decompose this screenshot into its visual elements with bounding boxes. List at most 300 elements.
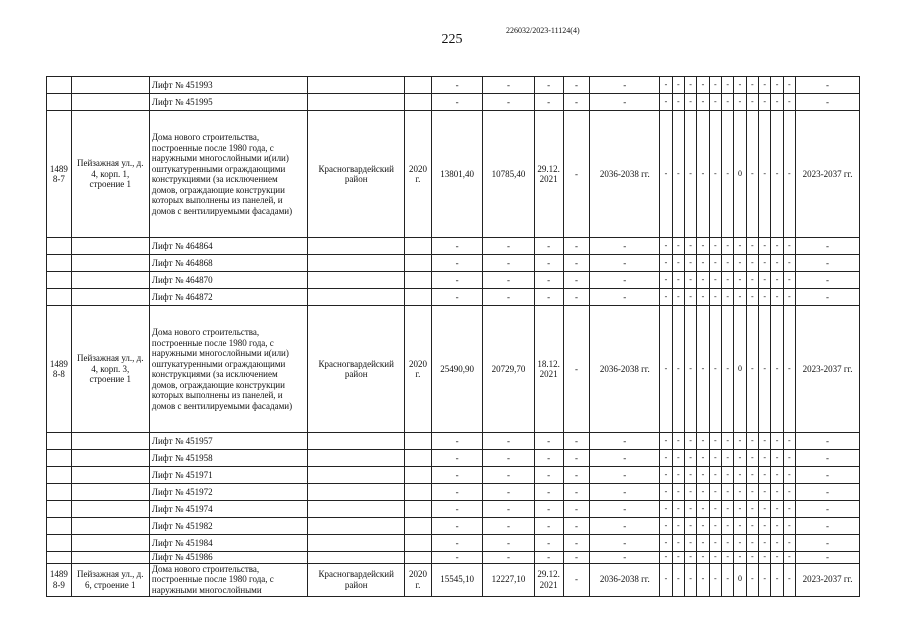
lift-small-value: - <box>697 518 709 535</box>
empty-cell <box>405 467 432 484</box>
empty-cell <box>308 94 405 111</box>
lift-value: - <box>563 433 590 450</box>
district: Красногвардейский район <box>308 306 405 433</box>
small-value: - <box>660 306 672 433</box>
small-value: - <box>684 563 696 596</box>
lift-small-value: - <box>746 518 758 535</box>
lift-row <box>47 238 860 255</box>
lift-row <box>47 255 860 272</box>
lift-small-value: - <box>734 94 746 111</box>
lift-name: Лифт № 451957 <box>149 433 307 450</box>
lift-final-value: - <box>796 94 860 111</box>
lift-value: - <box>534 467 563 484</box>
empty-cell <box>71 450 149 467</box>
lift-small-value: - <box>672 518 684 535</box>
program-period: 2023-2037 гг. <box>796 563 860 596</box>
lift-row <box>47 501 860 518</box>
small-value: - <box>709 306 721 433</box>
lift-value: - <box>590 535 660 552</box>
empty-cell <box>405 272 432 289</box>
lift-small-value: - <box>771 552 783 564</box>
lift-small-value: - <box>722 450 734 467</box>
page-number: 225 <box>441 32 463 47</box>
empty-cell <box>47 289 72 306</box>
lift-value: - <box>431 484 482 501</box>
empty-cell <box>308 450 405 467</box>
lift-small-value: - <box>709 467 721 484</box>
lift-small-value: - <box>759 238 771 255</box>
small-value: - <box>660 111 672 238</box>
lift-small-value: - <box>660 552 672 564</box>
lift-small-value: - <box>672 77 684 94</box>
lift-name: Лифт № 451986 <box>149 552 307 564</box>
lift-small-value: - <box>697 501 709 518</box>
lift-value: - <box>563 77 590 94</box>
lift-small-value: - <box>722 484 734 501</box>
empty-cell <box>71 484 149 501</box>
lift-value: - <box>563 272 590 289</box>
lift-small-value: - <box>746 501 758 518</box>
lift-small-value: - <box>709 552 721 564</box>
lift-row <box>47 94 860 111</box>
lift-value: - <box>534 289 563 306</box>
empty-cell <box>47 552 72 564</box>
register-table <box>46 76 860 597</box>
dash-value: - <box>563 111 590 238</box>
empty-cell <box>71 238 149 255</box>
empty-cell <box>47 238 72 255</box>
lift-row <box>47 552 860 564</box>
lift-name: Лифт № 451984 <box>149 535 307 552</box>
lift-small-value: - <box>684 272 696 289</box>
empty-cell <box>71 77 149 94</box>
lift-small-value: - <box>684 501 696 518</box>
lift-small-value: - <box>783 238 795 255</box>
lift-small-value: - <box>734 552 746 564</box>
lift-name: Лифт № 451974 <box>149 501 307 518</box>
small-value: - <box>672 111 684 238</box>
empty-cell <box>308 501 405 518</box>
small-value: 0 <box>734 563 746 596</box>
lift-small-value: - <box>759 535 771 552</box>
lift-small-value: - <box>746 94 758 111</box>
lift-small-value: - <box>783 552 795 564</box>
empty-cell <box>47 77 72 94</box>
lift-small-value: - <box>722 289 734 306</box>
lift-small-value: - <box>660 255 672 272</box>
lift-small-value: - <box>771 94 783 111</box>
lift-small-value: - <box>771 238 783 255</box>
lift-small-value: - <box>771 484 783 501</box>
lift-value: - <box>590 289 660 306</box>
lift-small-value: - <box>759 518 771 535</box>
empty-cell <box>405 94 432 111</box>
lift-small-value: - <box>722 501 734 518</box>
small-value: - <box>746 111 758 238</box>
repair-period: 2036-2038 гг. <box>590 306 660 433</box>
lift-name: Лифт № 451958 <box>149 450 307 467</box>
lift-value: - <box>431 255 482 272</box>
empty-cell <box>71 433 149 450</box>
lift-value: - <box>590 552 660 564</box>
lift-small-value: - <box>684 289 696 306</box>
lift-small-value: - <box>722 467 734 484</box>
lift-small-value: - <box>734 518 746 535</box>
lift-value: - <box>534 94 563 111</box>
lift-small-value: - <box>746 484 758 501</box>
lift-small-value: - <box>759 433 771 450</box>
lift-small-value: - <box>734 467 746 484</box>
lift-row <box>47 433 860 450</box>
lift-small-value: - <box>759 552 771 564</box>
lift-final-value: - <box>796 552 860 564</box>
lift-final-value: - <box>796 535 860 552</box>
lift-name: Лифт № 451993 <box>149 77 307 94</box>
lift-small-value: - <box>722 255 734 272</box>
lift-small-value: - <box>746 535 758 552</box>
house-address: Пейзажная ул., д. 4, корп. 1, строение 1 <box>71 111 149 238</box>
lift-small-value: - <box>709 77 721 94</box>
lift-small-value: - <box>783 289 795 306</box>
lift-small-value: - <box>684 94 696 111</box>
empty-cell <box>47 450 72 467</box>
lift-small-value: - <box>722 238 734 255</box>
lift-value: - <box>590 255 660 272</box>
empty-cell <box>405 433 432 450</box>
lift-value: - <box>563 255 590 272</box>
lift-value: - <box>431 433 482 450</box>
small-value: - <box>709 563 721 596</box>
empty-cell <box>47 467 72 484</box>
lift-small-value: - <box>759 501 771 518</box>
lift-small-value: - <box>783 255 795 272</box>
lift-value: - <box>534 450 563 467</box>
lift-small-value: - <box>722 552 734 564</box>
lift-small-value: - <box>672 450 684 467</box>
lift-value: - <box>563 450 590 467</box>
repair-period: 2036-2038 гг. <box>590 111 660 238</box>
lift-value: - <box>534 484 563 501</box>
lift-value: - <box>483 518 534 535</box>
house-row <box>47 306 860 433</box>
lift-small-value: - <box>660 433 672 450</box>
empty-cell <box>308 552 405 564</box>
empty-cell <box>405 255 432 272</box>
lift-small-value: - <box>709 518 721 535</box>
lift-small-value: - <box>684 450 696 467</box>
lift-small-value: - <box>672 467 684 484</box>
build-year: 2020 г. <box>405 563 432 596</box>
lift-small-value: - <box>684 484 696 501</box>
lift-value: - <box>563 535 590 552</box>
empty-cell <box>71 535 149 552</box>
lift-small-value: - <box>722 433 734 450</box>
empty-cell <box>308 77 405 94</box>
empty-cell <box>405 289 432 306</box>
lift-value: - <box>483 467 534 484</box>
lift-value: - <box>431 94 482 111</box>
lift-small-value: - <box>660 484 672 501</box>
small-value: - <box>771 563 783 596</box>
lift-small-value: - <box>734 433 746 450</box>
lift-final-value: - <box>796 77 860 94</box>
lift-small-value: - <box>722 272 734 289</box>
empty-cell <box>308 535 405 552</box>
lift-small-value: - <box>746 238 758 255</box>
lift-small-value: - <box>734 272 746 289</box>
lift-value: - <box>590 433 660 450</box>
lift-value: - <box>534 77 563 94</box>
build-year: 2020 г. <box>405 306 432 433</box>
registration-date: 18.12. 2021 <box>534 306 563 433</box>
lift-small-value: - <box>759 272 771 289</box>
house-description: Дома нового строительства, построенные после 1980 года, с наружными многослойными и(или) оштукатуренными ограждающими конструкциями (за исключением домов, ограждающие конструкции которых выполнены из панелей, и домов с вентилируемыми фасадами) <box>149 306 307 433</box>
lift-small-value: - <box>684 552 696 564</box>
lift-small-value: - <box>783 518 795 535</box>
empty-cell <box>308 238 405 255</box>
lift-small-value: - <box>672 238 684 255</box>
lift-small-value: - <box>660 272 672 289</box>
small-value: - <box>684 306 696 433</box>
small-value: - <box>672 306 684 433</box>
house-id: 1489 8-7 <box>47 111 72 238</box>
small-value: - <box>672 563 684 596</box>
lift-small-value: - <box>672 535 684 552</box>
registration-date: 29.12. 2021 <box>534 111 563 238</box>
lift-name: Лифт № 464872 <box>149 289 307 306</box>
lift-small-value: - <box>709 484 721 501</box>
empty-cell <box>308 484 405 501</box>
lift-small-value: - <box>697 238 709 255</box>
lift-small-value: - <box>759 289 771 306</box>
lift-small-value: - <box>771 272 783 289</box>
lift-small-value: - <box>672 484 684 501</box>
lift-small-value: - <box>660 501 672 518</box>
empty-cell <box>308 255 405 272</box>
empty-cell <box>405 518 432 535</box>
lift-small-value: - <box>771 289 783 306</box>
empty-cell <box>405 552 432 564</box>
lift-small-value: - <box>734 535 746 552</box>
lift-small-value: - <box>697 94 709 111</box>
lift-small-value: - <box>697 289 709 306</box>
dash-value: - <box>563 563 590 596</box>
empty-cell <box>47 255 72 272</box>
empty-cell <box>308 433 405 450</box>
lift-value: - <box>431 77 482 94</box>
lift-value: - <box>431 518 482 535</box>
empty-cell <box>71 255 149 272</box>
small-value: - <box>746 306 758 433</box>
lift-final-value: - <box>796 501 860 518</box>
lift-small-value: - <box>771 467 783 484</box>
lift-value: - <box>534 535 563 552</box>
lift-small-value: - <box>660 94 672 111</box>
lift-value: - <box>590 501 660 518</box>
lift-small-value: - <box>783 94 795 111</box>
empty-cell <box>71 467 149 484</box>
lift-name: Лифт № 451972 <box>149 484 307 501</box>
lift-name: Лифт № 451995 <box>149 94 307 111</box>
house-description: Дома нового строительства, построенные после 1980 года, с наружными многослойными <box>149 563 307 596</box>
small-value: - <box>722 563 734 596</box>
lift-small-value: - <box>672 255 684 272</box>
lift-small-value: - <box>660 535 672 552</box>
lift-small-value: - <box>759 467 771 484</box>
empty-cell <box>47 518 72 535</box>
lift-row <box>47 518 860 535</box>
empty-cell <box>71 518 149 535</box>
lift-small-value: - <box>759 77 771 94</box>
lift-small-value: - <box>746 272 758 289</box>
registration-date: 29.12. 2021 <box>534 563 563 596</box>
lift-value: - <box>483 484 534 501</box>
lift-small-value: - <box>783 484 795 501</box>
house-row <box>47 563 860 596</box>
lift-value: - <box>534 433 563 450</box>
lift-small-value: - <box>746 433 758 450</box>
lift-small-value: - <box>734 450 746 467</box>
lift-value: - <box>590 94 660 111</box>
empty-cell <box>47 535 72 552</box>
small-value: 0 <box>734 306 746 433</box>
lift-final-value: - <box>796 272 860 289</box>
lift-small-value: - <box>771 255 783 272</box>
lift-small-value: - <box>734 501 746 518</box>
lift-value: - <box>590 484 660 501</box>
lift-small-value: - <box>746 77 758 94</box>
lift-small-value: - <box>759 450 771 467</box>
small-value: - <box>771 111 783 238</box>
small-value: - <box>709 111 721 238</box>
lift-small-value: - <box>672 433 684 450</box>
house-id: 1489 8-9 <box>47 563 72 596</box>
area-total: 13801,40 <box>431 111 482 238</box>
lift-name: Лифт № 451971 <box>149 467 307 484</box>
lift-final-value: - <box>796 433 860 450</box>
empty-cell <box>308 272 405 289</box>
lift-value: - <box>590 518 660 535</box>
empty-cell <box>47 433 72 450</box>
small-value: - <box>722 306 734 433</box>
lift-small-value: - <box>697 255 709 272</box>
lift-row <box>47 484 860 501</box>
lift-small-value: - <box>697 552 709 564</box>
lift-small-value: - <box>783 77 795 94</box>
lift-value: - <box>590 238 660 255</box>
lift-small-value: - <box>734 289 746 306</box>
empty-cell <box>308 289 405 306</box>
lift-small-value: - <box>697 77 709 94</box>
lift-small-value: - <box>734 255 746 272</box>
lift-name: Лифт № 451982 <box>149 518 307 535</box>
house-id: 1489 8-8 <box>47 306 72 433</box>
lift-small-value: - <box>709 501 721 518</box>
lift-row <box>47 450 860 467</box>
lift-small-value: - <box>709 289 721 306</box>
small-value: - <box>759 111 771 238</box>
lift-small-value: - <box>722 518 734 535</box>
lift-value: - <box>563 467 590 484</box>
lift-small-value: - <box>722 535 734 552</box>
area-living: 20729,70 <box>483 306 534 433</box>
lift-value: - <box>534 552 563 564</box>
lift-small-value: - <box>660 467 672 484</box>
lift-small-value: - <box>759 484 771 501</box>
dash-value: - <box>563 306 590 433</box>
lift-final-value: - <box>796 289 860 306</box>
lift-small-value: - <box>783 535 795 552</box>
lift-value: - <box>431 450 482 467</box>
lift-small-value: - <box>697 450 709 467</box>
lift-small-value: - <box>759 255 771 272</box>
empty-cell <box>71 272 149 289</box>
lift-small-value: - <box>684 238 696 255</box>
build-year: 2020 г. <box>405 111 432 238</box>
lift-value: - <box>563 484 590 501</box>
lift-small-value: - <box>709 238 721 255</box>
empty-cell <box>405 238 432 255</box>
house-address: Пейзажная ул., д. 4, корп. 3, строение 1 <box>71 306 149 433</box>
lift-value: - <box>431 501 482 518</box>
house-description: Дома нового строительства, построенные после 1980 года, с наружными многослойными и(или) оштукатуренными ограждающими конструкциями (за исключением домов, ограждающие конструкции которых выполнены из панелей, и домов с вентилируемыми фасадами) <box>149 111 307 238</box>
lift-value: - <box>590 467 660 484</box>
empty-cell <box>71 94 149 111</box>
empty-cell <box>47 484 72 501</box>
lift-value: - <box>563 238 590 255</box>
lift-small-value: - <box>746 289 758 306</box>
lift-final-value: - <box>796 255 860 272</box>
lift-value: - <box>534 272 563 289</box>
lift-value: - <box>534 238 563 255</box>
lift-small-value: - <box>783 501 795 518</box>
lift-value: - <box>563 518 590 535</box>
small-value: 0 <box>734 111 746 238</box>
area-living: 12227,10 <box>483 563 534 596</box>
empty-cell <box>308 467 405 484</box>
lift-small-value: - <box>771 518 783 535</box>
lift-value: - <box>483 272 534 289</box>
empty-cell <box>405 535 432 552</box>
lift-small-value: - <box>734 484 746 501</box>
lift-small-value: - <box>672 501 684 518</box>
lift-value: - <box>483 501 534 518</box>
lift-small-value: - <box>734 238 746 255</box>
lift-row <box>47 467 860 484</box>
small-value: - <box>783 306 795 433</box>
lift-small-value: - <box>709 272 721 289</box>
lift-value: - <box>483 238 534 255</box>
lift-value: - <box>483 552 534 564</box>
small-value: - <box>697 306 709 433</box>
lift-name: Лифт № 464868 <box>149 255 307 272</box>
lift-small-value: - <box>672 552 684 564</box>
document-number: 226032/2023-11124(4) <box>506 26 580 35</box>
lift-row <box>47 289 860 306</box>
lift-small-value: - <box>709 433 721 450</box>
lift-value: - <box>431 552 482 564</box>
lift-small-value: - <box>709 535 721 552</box>
small-value: - <box>697 111 709 238</box>
lift-name: Лифт № 464870 <box>149 272 307 289</box>
small-value: - <box>759 563 771 596</box>
lift-value: - <box>534 518 563 535</box>
lift-value: - <box>483 289 534 306</box>
lift-final-value: - <box>796 238 860 255</box>
empty-cell <box>308 518 405 535</box>
lift-small-value: - <box>771 535 783 552</box>
lift-value: - <box>534 501 563 518</box>
